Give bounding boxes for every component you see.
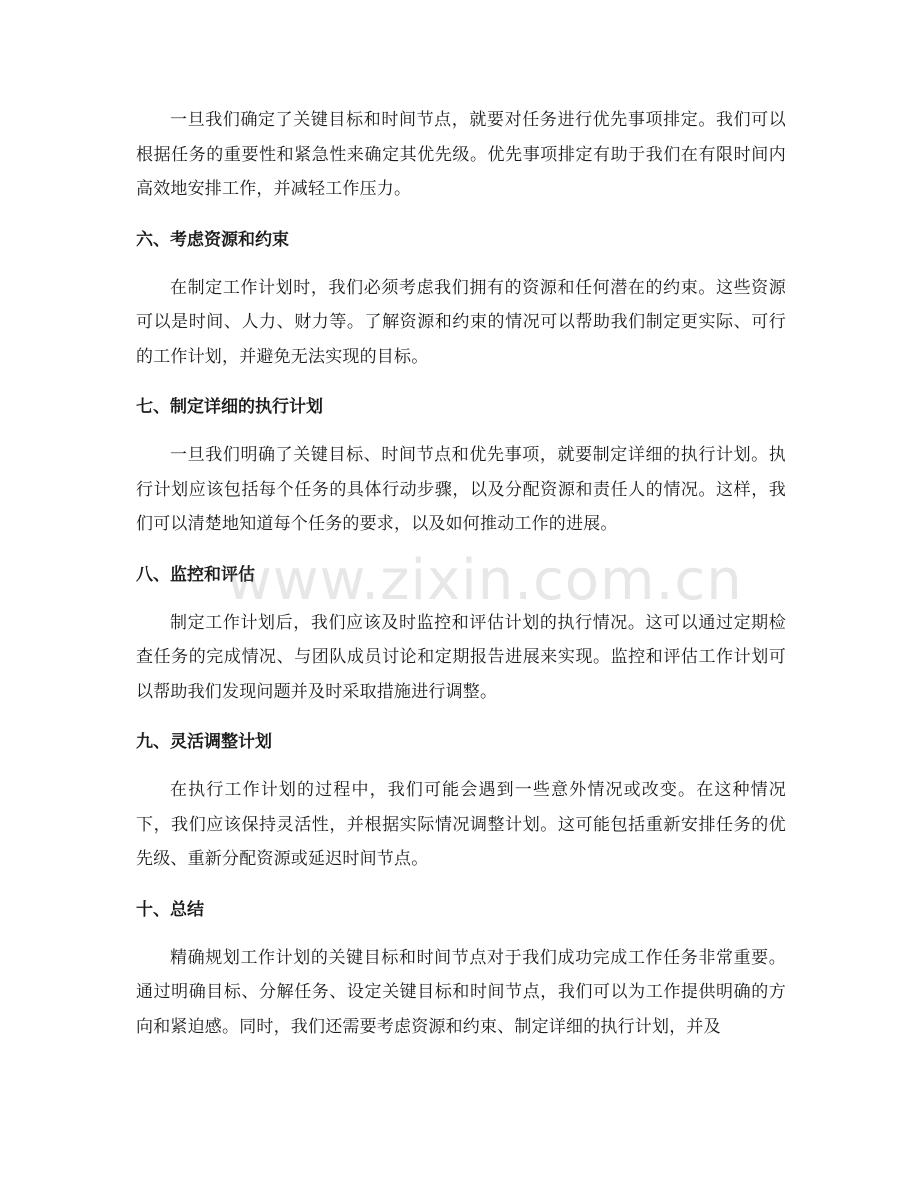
section-heading-7: 七、制定详细的执行计划 [136,397,323,417]
section-body-6: 在制定工作计划时，我们必须考虑我们拥有的资源和任何潜在的约束。这些资源可以是时间、人力、财力等。了解资源和约束的情况可以帮助我们制定更实际、可行的工作计划，并避免无法实现的目标。 [136,277,786,367]
section-heading-10: 十、总结 [136,899,204,920]
section-body-10: 精确规划工作计划的关键目标和时间节点对于我们成功完成工作任务非常重要。通过明确目标、分解任务、设定关键目标和时间节点，我们可以为工作提供明确的方向和紧迫感。同时，我们还需要考虑资源和约束、制定详细的执行计划，并及 [136,947,786,1037]
section-heading-8: 八、监控和评估 [136,564,255,585]
section-body-9: 在执行工作计划的过程中，我们可能会遇到一些意外情况或改变。在这种情况下，我们应该保持灵活性，并根据实际情况调整计划。这可能包括重新安排任务的优先级、重新分配资源或延迟时间节点。 [136,780,786,869]
section-body-7: 一旦我们明确了关键目标、时间节点和优先事项，就要制定详细的执行计划。执行计划应该包括每个任务的具体行动步骤，以及分配资源和责任人的情况。这样，我们可以清楚地知道每个任务的要求，以及如何推动工作的进展。 [136,445,786,534]
document-content [136,103,786,1044]
intro-paragraph: 一旦我们确定了关键目标和时间节点，就要对任务进行优先事项排定。我们可以根据任务的重要性和紧急性来确定其优先级。优先事项排定有助于我们在有限时间内高效地安排工作，并减轻工作压力。 [136,110,786,199]
watermark: www.zixin.com.cn [226,548,743,613]
section-heading-6: 六、考虑资源和约束 [136,229,289,250]
section-heading-9: 九、灵活调整计划 [136,732,272,752]
section-body-8: 制定工作计划后，我们应该及时监控和评估计划的执行情况。这可以通过定期检查任务的完成情况、与团队成员讨论和定期报告进展来实现。监控和评估工作计划可以帮助我们发现问题并及时采取措施进行调整。 [136,612,786,702]
